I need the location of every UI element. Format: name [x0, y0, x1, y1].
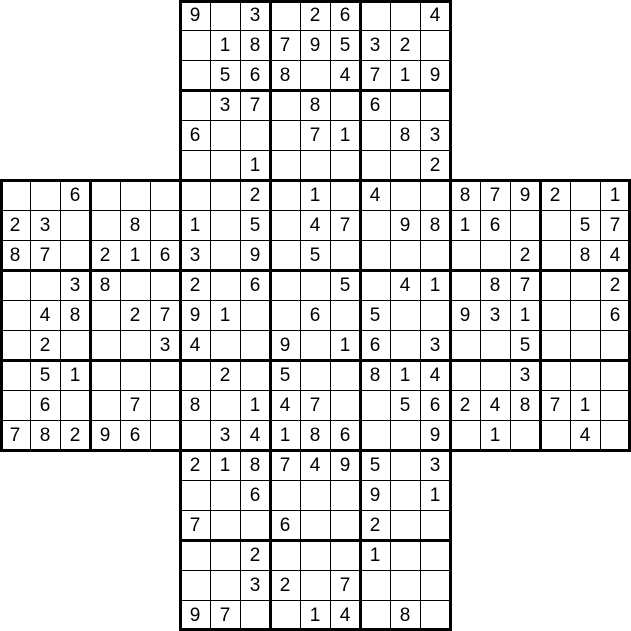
sudoku-cell[interactable]: [240, 510, 270, 540]
sudoku-cell[interactable]: [420, 600, 450, 630]
sudoku-cell[interactable]: 2: [609, 274, 621, 296]
sudoku-cell[interactable]: [450, 330, 480, 360]
sudoku-cell[interactable]: 7: [519, 274, 531, 296]
sudoku-cell[interactable]: 6: [369, 94, 381, 116]
sudoku-cell[interactable]: 1: [339, 124, 351, 146]
sudoku-cell[interactable]: [450, 360, 480, 390]
sudoku-cell[interactable]: [420, 570, 450, 600]
sudoku-cell[interactable]: [60, 390, 90, 420]
sudoku-cell[interactable]: 3: [39, 214, 51, 236]
sudoku-cell[interactable]: 6: [339, 4, 351, 26]
sudoku-cell[interactable]: 1: [579, 394, 591, 416]
sudoku-cell[interactable]: 5: [339, 34, 351, 56]
sudoku-cell[interactable]: 1: [519, 304, 531, 326]
sudoku-cell[interactable]: 3: [249, 4, 261, 26]
sudoku-cell[interactable]: [330, 240, 360, 270]
sudoku-cell[interactable]: [360, 150, 390, 180]
sudoku-cell[interactable]: [360, 600, 390, 630]
sudoku-cell[interactable]: 3: [519, 364, 531, 386]
sudoku-cell[interactable]: 2: [429, 154, 441, 176]
sudoku-cell[interactable]: [600, 390, 630, 420]
sudoku-cell[interactable]: 9: [309, 34, 321, 56]
sudoku-cell[interactable]: [270, 120, 300, 150]
sudoku-cell[interactable]: 8: [579, 244, 591, 266]
sudoku-cell[interactable]: [270, 480, 300, 510]
sudoku-cell[interactable]: 7: [609, 214, 621, 236]
sudoku-cell[interactable]: [90, 360, 120, 390]
sudoku-cell[interactable]: [180, 30, 210, 60]
sudoku-cell[interactable]: 7: [39, 244, 51, 266]
sudoku-cell[interactable]: [150, 360, 180, 390]
sudoku-cell[interactable]: [450, 420, 480, 450]
sudoku-cell[interactable]: 6: [69, 184, 81, 206]
sudoku-cell[interactable]: 7: [159, 304, 171, 326]
sudoku-cell[interactable]: 7: [489, 184, 501, 206]
sudoku-cell[interactable]: 7: [279, 34, 291, 56]
sudoku-cell[interactable]: [540, 240, 570, 270]
sudoku-cell[interactable]: [570, 330, 600, 360]
sudoku-cell[interactable]: [270, 0, 300, 30]
sudoku-cell[interactable]: [0, 360, 30, 390]
sudoku-cell[interactable]: 7: [369, 64, 381, 86]
sudoku-cell[interactable]: 2: [9, 214, 21, 236]
sudoku-cell[interactable]: 7: [309, 394, 321, 416]
sudoku-cell[interactable]: 6: [339, 424, 351, 446]
sudoku-cell[interactable]: [300, 570, 330, 600]
sudoku-cell[interactable]: 8: [429, 214, 441, 236]
sudoku-cell[interactable]: 5: [279, 364, 291, 386]
sudoku-cell[interactable]: 6: [249, 64, 261, 86]
sudoku-cell[interactable]: 3: [69, 274, 81, 296]
sudoku-cell[interactable]: 8: [129, 214, 141, 236]
sudoku-cell[interactable]: 8: [399, 604, 411, 626]
sudoku-cell[interactable]: 4: [579, 424, 591, 446]
sudoku-cell[interactable]: [360, 270, 390, 300]
sudoku-cell[interactable]: 9: [399, 214, 411, 236]
sudoku-cell[interactable]: [90, 210, 120, 240]
sudoku-cell[interactable]: 9: [339, 454, 351, 476]
sudoku-cell[interactable]: [390, 480, 420, 510]
sudoku-cell[interactable]: 4: [429, 364, 441, 386]
sudoku-cell[interactable]: [540, 330, 570, 360]
sudoku-cell[interactable]: [600, 420, 630, 450]
sudoku-cell[interactable]: [300, 480, 330, 510]
sudoku-cell[interactable]: 8: [249, 454, 261, 476]
sudoku-cell[interactable]: 4: [39, 304, 51, 326]
sudoku-cell[interactable]: [330, 180, 360, 210]
sudoku-cell[interactable]: [0, 300, 30, 330]
sudoku-cell[interactable]: 8: [309, 94, 321, 116]
sudoku-cell[interactable]: [480, 330, 510, 360]
sudoku-cell[interactable]: 9: [189, 604, 201, 626]
sudoku-cell[interactable]: 3: [489, 304, 501, 326]
sudoku-cell[interactable]: [0, 330, 30, 360]
sudoku-cell[interactable]: 4: [309, 454, 321, 476]
sudoku-cell[interactable]: [360, 570, 390, 600]
sudoku-cell[interactable]: 3: [429, 334, 441, 356]
sudoku-cell[interactable]: [390, 150, 420, 180]
sudoku-cell[interactable]: 1: [219, 34, 231, 56]
sudoku-cell[interactable]: [330, 300, 360, 330]
sudoku-cell[interactable]: [150, 390, 180, 420]
sudoku-cell[interactable]: [300, 60, 330, 90]
sudoku-cell[interactable]: 2: [69, 424, 81, 446]
sudoku-cell[interactable]: [540, 360, 570, 390]
sudoku-cell[interactable]: 1: [219, 304, 231, 326]
sudoku-cell[interactable]: 5: [519, 334, 531, 356]
sudoku-cell[interactable]: 1: [399, 64, 411, 86]
sudoku-cell[interactable]: [420, 240, 450, 270]
sudoku-cell[interactable]: [270, 210, 300, 240]
sudoku-cell[interactable]: 1: [249, 394, 261, 416]
sudoku-cell[interactable]: 1: [309, 604, 321, 626]
sudoku-cell[interactable]: [180, 420, 210, 450]
sudoku-cell[interactable]: 1: [429, 484, 441, 506]
sudoku-cell[interactable]: 9: [429, 64, 441, 86]
sudoku-cell[interactable]: 1: [609, 184, 621, 206]
sudoku-cell[interactable]: [450, 270, 480, 300]
sudoku-cell[interactable]: 9: [429, 424, 441, 446]
sudoku-cell[interactable]: 5: [369, 454, 381, 476]
sudoku-cell[interactable]: 3: [429, 124, 441, 146]
sudoku-cell[interactable]: [540, 300, 570, 330]
sudoku-cell[interactable]: [390, 330, 420, 360]
sudoku-cell[interactable]: 1: [129, 244, 141, 266]
sudoku-cell[interactable]: [330, 510, 360, 540]
sudoku-cell[interactable]: 1: [69, 364, 81, 386]
sudoku-cell[interactable]: 9: [99, 424, 111, 446]
sudoku-cell[interactable]: [390, 0, 420, 30]
sudoku-cell[interactable]: [390, 570, 420, 600]
sudoku-cell[interactable]: 2: [309, 4, 321, 26]
sudoku-cell[interactable]: [270, 300, 300, 330]
sudoku-cell[interactable]: 8: [489, 274, 501, 296]
sudoku-cell[interactable]: 5: [309, 244, 321, 266]
sudoku-cell[interactable]: 6: [189, 124, 201, 146]
sudoku-cell[interactable]: [180, 90, 210, 120]
sudoku-cell[interactable]: 8: [459, 184, 471, 206]
sudoku-cell[interactable]: 4: [489, 394, 501, 416]
sudoku-cell[interactable]: 9: [189, 4, 201, 26]
sudoku-cell[interactable]: [0, 270, 30, 300]
sudoku-cell[interactable]: [30, 180, 60, 210]
sudoku-cell[interactable]: 1: [189, 214, 201, 236]
sudoku-cell[interactable]: 8: [249, 34, 261, 56]
sudoku-cell[interactable]: [180, 480, 210, 510]
sudoku-cell[interactable]: 1: [429, 274, 441, 296]
sudoku-cell[interactable]: 6: [279, 514, 291, 536]
sudoku-cell[interactable]: 9: [369, 484, 381, 506]
sudoku-cell[interactable]: 2: [399, 34, 411, 56]
sudoku-cell[interactable]: [0, 390, 30, 420]
sudoku-cell[interactable]: [210, 270, 240, 300]
sudoku-cell[interactable]: [270, 600, 300, 630]
sudoku-cell[interactable]: [450, 240, 480, 270]
sudoku-cell[interactable]: [180, 60, 210, 90]
sudoku-cell[interactable]: 2: [189, 454, 201, 476]
sudoku-cell[interactable]: [540, 210, 570, 240]
sudoku-cell[interactable]: 5: [399, 394, 411, 416]
sudoku-cell[interactable]: [360, 210, 390, 240]
sudoku-cell[interactable]: [300, 150, 330, 180]
sudoku-cell[interactable]: 1: [279, 424, 291, 446]
sudoku-cell[interactable]: 5: [339, 274, 351, 296]
sudoku-cell[interactable]: 6: [39, 394, 51, 416]
sudoku-cell[interactable]: [390, 90, 420, 120]
sudoku-cell[interactable]: [210, 150, 240, 180]
sudoku-cell[interactable]: [480, 360, 510, 390]
sudoku-cell[interactable]: 3: [369, 34, 381, 56]
sudoku-cell[interactable]: [210, 480, 240, 510]
sudoku-cell[interactable]: [600, 360, 630, 390]
sudoku-cell[interactable]: 9: [459, 304, 471, 326]
sudoku-cell[interactable]: 3: [219, 424, 231, 446]
sudoku-cell[interactable]: [150, 420, 180, 450]
sudoku-cell[interactable]: [270, 150, 300, 180]
sudoku-cell[interactable]: 6: [609, 304, 621, 326]
sudoku-cell[interactable]: [420, 510, 450, 540]
sudoku-cell[interactable]: [120, 270, 150, 300]
sudoku-cell[interactable]: 6: [309, 304, 321, 326]
sudoku-cell[interactable]: [360, 0, 390, 30]
sudoku-cell[interactable]: [570, 180, 600, 210]
sudoku-cell[interactable]: 1: [399, 364, 411, 386]
sudoku-cell[interactable]: [300, 330, 330, 360]
sudoku-cell[interactable]: [90, 390, 120, 420]
sudoku-cell[interactable]: 8: [99, 274, 111, 296]
sudoku-cell[interactable]: [540, 420, 570, 450]
sudoku-cell[interactable]: 8: [9, 244, 21, 266]
sudoku-cell[interactable]: 3: [189, 244, 201, 266]
sudoku-cell[interactable]: 8: [369, 364, 381, 386]
sudoku-cell[interactable]: 4: [279, 394, 291, 416]
sudoku-cell[interactable]: 8: [189, 394, 201, 416]
sudoku-cell[interactable]: [360, 390, 390, 420]
sudoku-cell[interactable]: [60, 210, 90, 240]
sudoku-cell[interactable]: 6: [249, 484, 261, 506]
sudoku-cell[interactable]: 9: [279, 334, 291, 356]
sudoku-cell[interactable]: 4: [309, 214, 321, 236]
sudoku-cell[interactable]: 8: [279, 64, 291, 86]
sudoku-cell[interactable]: [360, 120, 390, 150]
sudoku-cell[interactable]: [270, 540, 300, 570]
sudoku-cell[interactable]: [180, 360, 210, 390]
sudoku-cell[interactable]: [210, 120, 240, 150]
sudoku-cell[interactable]: 4: [249, 424, 261, 446]
sudoku-cell[interactable]: 7: [549, 394, 561, 416]
sudoku-cell[interactable]: 1: [369, 544, 381, 566]
sudoku-cell[interactable]: 2: [459, 394, 471, 416]
sudoku-cell[interactable]: [240, 120, 270, 150]
sudoku-cell[interactable]: 7: [129, 394, 141, 416]
sudoku-cell[interactable]: [300, 360, 330, 390]
sudoku-cell[interactable]: [330, 90, 360, 120]
sudoku-cell[interactable]: 8: [39, 424, 51, 446]
sudoku-cell[interactable]: 9: [249, 244, 261, 266]
sudoku-cell[interactable]: [510, 210, 540, 240]
sudoku-cell[interactable]: 3: [219, 94, 231, 116]
sudoku-cell[interactable]: [90, 300, 120, 330]
sudoku-cell[interactable]: [420, 180, 450, 210]
sudoku-cell[interactable]: [180, 570, 210, 600]
sudoku-cell[interactable]: 2: [369, 514, 381, 536]
sudoku-cell[interactable]: 2: [129, 304, 141, 326]
sudoku-cell[interactable]: 8: [519, 394, 531, 416]
sudoku-cell[interactable]: 1: [339, 334, 351, 356]
sudoku-cell[interactable]: 7: [309, 124, 321, 146]
sudoku-cell[interactable]: [180, 540, 210, 570]
sudoku-cell[interactable]: 8: [69, 304, 81, 326]
sudoku-cell[interactable]: 7: [219, 604, 231, 626]
sudoku-cell[interactable]: [420, 300, 450, 330]
sudoku-cell[interactable]: 6: [369, 334, 381, 356]
sudoku-cell[interactable]: 8: [399, 124, 411, 146]
sudoku-cell[interactable]: [240, 300, 270, 330]
sudoku-cell[interactable]: [390, 300, 420, 330]
sudoku-cell[interactable]: 3: [249, 574, 261, 596]
sudoku-cell[interactable]: [240, 330, 270, 360]
sudoku-cell[interactable]: 2: [39, 334, 51, 356]
sudoku-cell[interactable]: 4: [609, 244, 621, 266]
sudoku-cell[interactable]: 7: [279, 454, 291, 476]
sudoku-cell[interactable]: 7: [189, 514, 201, 536]
sudoku-cell[interactable]: 7: [339, 574, 351, 596]
sudoku-cell[interactable]: 9: [519, 184, 531, 206]
sudoku-cell[interactable]: 2: [189, 274, 201, 296]
sudoku-cell[interactable]: [120, 180, 150, 210]
sudoku-cell[interactable]: [570, 300, 600, 330]
sudoku-cell[interactable]: 8: [309, 424, 321, 446]
sudoku-cell[interactable]: 2: [549, 184, 561, 206]
sudoku-cell[interactable]: [270, 270, 300, 300]
sudoku-cell[interactable]: 7: [339, 214, 351, 236]
sudoku-cell[interactable]: [330, 150, 360, 180]
sudoku-cell[interactable]: 1: [459, 214, 471, 236]
sudoku-cell[interactable]: 2: [249, 184, 261, 206]
sudoku-cell[interactable]: [240, 360, 270, 390]
sudoku-cell[interactable]: [240, 600, 270, 630]
sudoku-cell[interactable]: [510, 420, 540, 450]
sudoku-cell[interactable]: 5: [579, 214, 591, 236]
sudoku-cell[interactable]: [210, 540, 240, 570]
sudoku-cell[interactable]: [270, 180, 300, 210]
sudoku-cell[interactable]: 6: [249, 274, 261, 296]
sudoku-cell[interactable]: [270, 90, 300, 120]
sudoku-cell[interactable]: 6: [129, 424, 141, 446]
sudoku-cell[interactable]: [120, 330, 150, 360]
sudoku-cell[interactable]: [360, 240, 390, 270]
sudoku-cell[interactable]: [300, 540, 330, 570]
sudoku-cell[interactable]: 7: [9, 424, 21, 446]
sudoku-cell[interactable]: [480, 240, 510, 270]
sudoku-cell[interactable]: 2: [279, 574, 291, 596]
sudoku-cell[interactable]: [390, 240, 420, 270]
sudoku-cell[interactable]: 2: [219, 364, 231, 386]
sudoku-cell[interactable]: [150, 210, 180, 240]
sudoku-cell[interactable]: [600, 330, 630, 360]
sudoku-cell[interactable]: [90, 180, 120, 210]
sudoku-cell[interactable]: [540, 270, 570, 300]
sudoku-cell[interactable]: [390, 420, 420, 450]
sudoku-cell[interactable]: [210, 330, 240, 360]
sudoku-cell[interactable]: 4: [369, 184, 381, 206]
sudoku-cell[interactable]: 6: [429, 394, 441, 416]
sudoku-cell[interactable]: [210, 180, 240, 210]
sudoku-cell[interactable]: 4: [399, 274, 411, 296]
sudoku-cell[interactable]: 5: [39, 364, 51, 386]
sudoku-cell[interactable]: [90, 330, 120, 360]
sudoku-cell[interactable]: [210, 510, 240, 540]
sudoku-cell[interactable]: [30, 270, 60, 300]
sudoku-cell[interactable]: 1: [309, 184, 321, 206]
sudoku-cell[interactable]: 4: [339, 64, 351, 86]
sudoku-cell[interactable]: 5: [369, 304, 381, 326]
sudoku-cell[interactable]: [270, 240, 300, 270]
sudoku-cell[interactable]: 2: [249, 544, 261, 566]
sudoku-cell[interactable]: 5: [249, 214, 261, 236]
sudoku-cell[interactable]: 4: [189, 334, 201, 356]
sudoku-cell[interactable]: 1: [219, 454, 231, 476]
sudoku-cell[interactable]: [210, 0, 240, 30]
sudoku-cell[interactable]: 2: [99, 244, 111, 266]
sudoku-cell[interactable]: 4: [429, 4, 441, 26]
sudoku-cell[interactable]: [210, 210, 240, 240]
sudoku-cell[interactable]: [420, 30, 450, 60]
sudoku-cell[interactable]: [150, 180, 180, 210]
sudoku-cell[interactable]: 2: [519, 244, 531, 266]
sudoku-cell[interactable]: [390, 180, 420, 210]
sudoku-cell[interactable]: [390, 450, 420, 480]
sudoku-cell[interactable]: [330, 540, 360, 570]
sudoku-cell[interactable]: 5: [219, 64, 231, 86]
sudoku-cell[interactable]: 9: [189, 304, 201, 326]
sudoku-cell[interactable]: [330, 480, 360, 510]
sudoku-cell[interactable]: [420, 90, 450, 120]
sudoku-cell[interactable]: 7: [249, 94, 261, 116]
sudoku-cell[interactable]: [210, 570, 240, 600]
sudoku-cell[interactable]: 3: [159, 334, 171, 356]
sudoku-cell[interactable]: [390, 540, 420, 570]
sudoku-cell[interactable]: [180, 180, 210, 210]
sudoku-cell[interactable]: 1: [249, 154, 261, 176]
sudoku-cell[interactable]: [210, 390, 240, 420]
sudoku-cell[interactable]: [330, 390, 360, 420]
sudoku-cell[interactable]: [0, 180, 30, 210]
sudoku-cell[interactable]: [360, 420, 390, 450]
sudoku-cell[interactable]: [420, 540, 450, 570]
sudoku-cell[interactable]: [330, 360, 360, 390]
sudoku-cell[interactable]: 4: [339, 604, 351, 626]
sudoku-cell[interactable]: [180, 150, 210, 180]
sudoku-cell[interactable]: [150, 270, 180, 300]
sudoku-cell[interactable]: 1: [489, 424, 501, 446]
sudoku-cell[interactable]: [570, 270, 600, 300]
sudoku-cell[interactable]: [210, 240, 240, 270]
sudoku-cell[interactable]: [390, 510, 420, 540]
sudoku-cell[interactable]: 6: [159, 244, 171, 266]
sudoku-cell[interactable]: [300, 510, 330, 540]
sudoku-cell[interactable]: 6: [489, 214, 501, 236]
sudoku-cell[interactable]: [120, 360, 150, 390]
sudoku-cell[interactable]: [60, 240, 90, 270]
sudoku-cell[interactable]: [570, 360, 600, 390]
sudoku-cell[interactable]: 3: [429, 454, 441, 476]
sudoku-cell[interactable]: [60, 330, 90, 360]
sudoku-cell[interactable]: [300, 270, 330, 300]
